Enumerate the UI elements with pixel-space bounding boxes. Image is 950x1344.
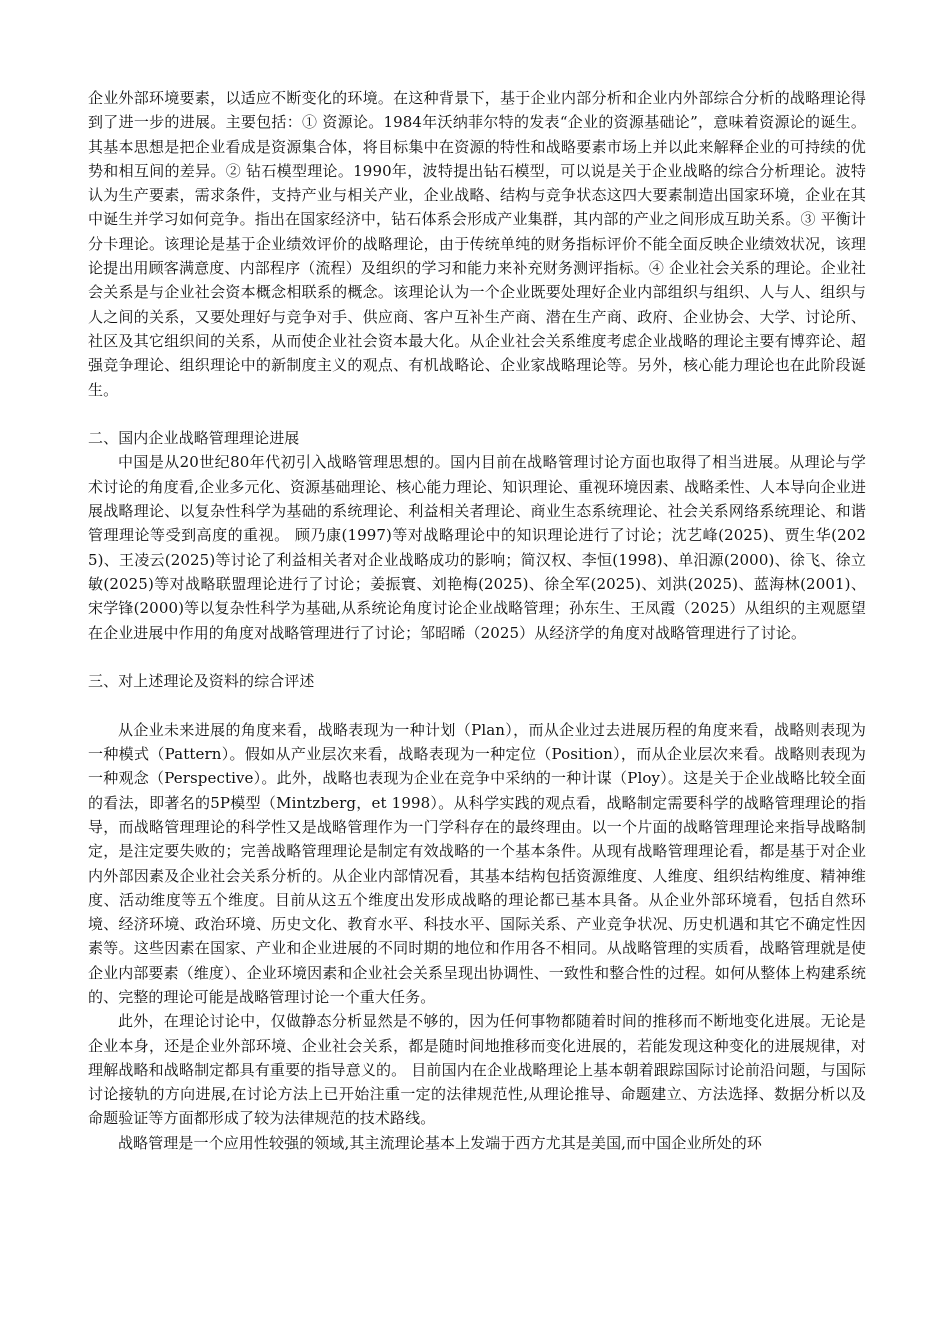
section-heading-domestic: 二、国内企业战略管理理论进展 <box>88 429 300 448</box>
spacer <box>88 693 866 717</box>
paragraph-review-5p: 从企业未来进展的角度来看，战略表现为一种计划（Plan），而从企业过去进展历程的角度来看，战略则表现为一种模式（Pattern）。假如从产业层次来看，战略表现为一种定位（Position），而从企业层次来看。战略则表现为一种观念（Perspective）。此外，战略也表现为企业在竞争中采纳的一种计谋（Ploy）。这是关于企业战略比较全面的看法，即著名的5P模型（Mintzberg，et 1998）。从科学实践的观点看，战略制定需要科学的战略管理理论的指导，而战略管理理论的科学性又是战略管理作为一门学科存在的最终理由。以一个片面的战略管理理论来指导战略制定，是注定要失败的；完善战略管理理论是制定有效战略的一个基本条件。从现有战略管理理论看，都是基于对企业内外部因素及企业社会关系分析的。从企业内部情况看，其基本结构包括资源维度、人维度、组织结构维度、精神维度、活动维度等五个维度。目前从这五个维度出发形成战略的理论都已基本具备。从企业外部环境看，包括自然环境、经济环境、政治环境、历史文化、教育水平、科技水平、国际关系、产业竞争状况、历史机遇和其它不确定性因素等。这些因素在国家、产业和企业进展的不同时期的地位和作用各不相同。从战略管理的实质看，战略管理就是使企业内部要素（维度）、企业环境因素和企业社会关系呈现出协调性、一致性和整合性的过程。如何从整体上构建系统的、完整的理论可能是战略管理讨论一个重大任务。 <box>88 720 866 1006</box>
paragraph-review-application: 战略管理是一个应用性较强的领域,其主流理论基本上发端于西方尤其是美国,而中国企业所处的环 <box>118 1133 762 1152</box>
document-page <box>88 86 866 1155</box>
spacer <box>88 645 866 669</box>
section-heading-review: 三、对上述理论及资料的综合评述 <box>88 672 315 691</box>
spacer <box>88 402 866 426</box>
paragraph-review-dynamic: 此外，在理论讨论中，仅做静态分析显然是不够的，因为任何事物都随着时间的推移而不断地变化进展。无论是企业本身，还是企业外部环境、企业社会关系，都是随时间地推移而变化进展的，若能发现这种变化的进展规律，对理解战略和战略制定都具有重要的指导意义的。 目前国内在企业战略理论上基本朝着跟踪国际讨论前沿问题，与国际讨论接轨的方向进展,在讨论方法上已开始注重一定的法律规范性,从理论推导、命题建立、方法选择、数据分析以及命题验证等方面都形成了较为法律规范的技术路线。 <box>88 1012 866 1128</box>
paragraph-foreign-theories: 企业外部环境要素，以适应不断变化的环境。在这种背景下，基于企业内部分析和企业内外部综合分析的战略理论得到了进一步的进展。主要包括：① 资源论。1984年沃纳菲尔特的发表“企业的资源基础论”，意味着资源论的诞生。其基本思想是把企业看成是资源集合体，将目标集中在资源的特性和战略要素市场上并以此来解释企业的可持续的优势和相互间的差异。② 钻石模型理论。1990年，波特提出钻石模型，可以说是关于企业战略的综合分析理论。波特认为生产要素，需求条件，支持产业与相关产业，企业战略、结构与竞争状态这四大要素制造出国家环境，企业在其中诞生并学习如何竞争。指出在国家经济中，钻石体系会形成产业集群，其内部的产业之间形成互助关系。③ 平衡计分卡理论。该理论是基于企业绩效评价的战略理论，由于传统单纯的财务指标评价不能全面反映企业绩效状况，该理论提出用顾客满意度、内部程序（流程）及组织的学习和能力来补充财务测评指标。④ 企业社会关系的理论。企业社会关系是与企业社会资本概念相联系的概念。该理论认为一个企业既要处理好企业内部组织与组织、人与人、组织与人之间的关系，又要处理好与竞争对手、供应商、客户互补生产商、潜在生产商、政府、企业协会、大学、讨论所、社区及其它组织间的关系，从而使企业社会资本最大化。从企业社会关系维度考虑企业战略的理论主要有博弈论、超强竞争理论、组织理论中的新制度主义的观点、有机战略论、企业家战略理论等。另外，核心能力理论也在此阶段诞生。 <box>88 89 866 399</box>
paragraph-domestic-progress: 中国是从20世纪80年代初引入战略管理思想的。国内目前在战略管理讨论方面也取得了相当进展。从理论与学术讨论的角度看,企业多元化、资源基础理论、核心能力理论、知识理论、重视环境因素、战略柔性、人本导向企业进展战略理论、以复杂性科学为基础的系统理论、利益相关者理论、商业生态系统理论、社会关系网络系统理论、和谐管理理论等受到高度的重视。 顾乃康(1997)等对战略理论中的知识理论进行了讨论；沈艺峰(2025)、贾生华(2025)、王凌云(2025)等讨论了利益相关者对企业战略成功的影响；简汉权、李恒(1998)、单汨源(2000)、徐飞、徐立敏(2025)等对战略联盟理论进行了讨论；姜振寰、刘艳梅(2025)、徐全军(2025)、刘洪(2025)、蓝海林(2001)、宋学锋(2000)等以复杂性科学为基础,从系统论角度讨论企业战略管理；孙东生、王凤霞（2025）从组织的主观愿望在企业进展中作用的角度对战略管理进行了讨论；邹昭晞（2025）从经济学的角度对战略管理进行了讨论。 <box>88 453 866 642</box>
